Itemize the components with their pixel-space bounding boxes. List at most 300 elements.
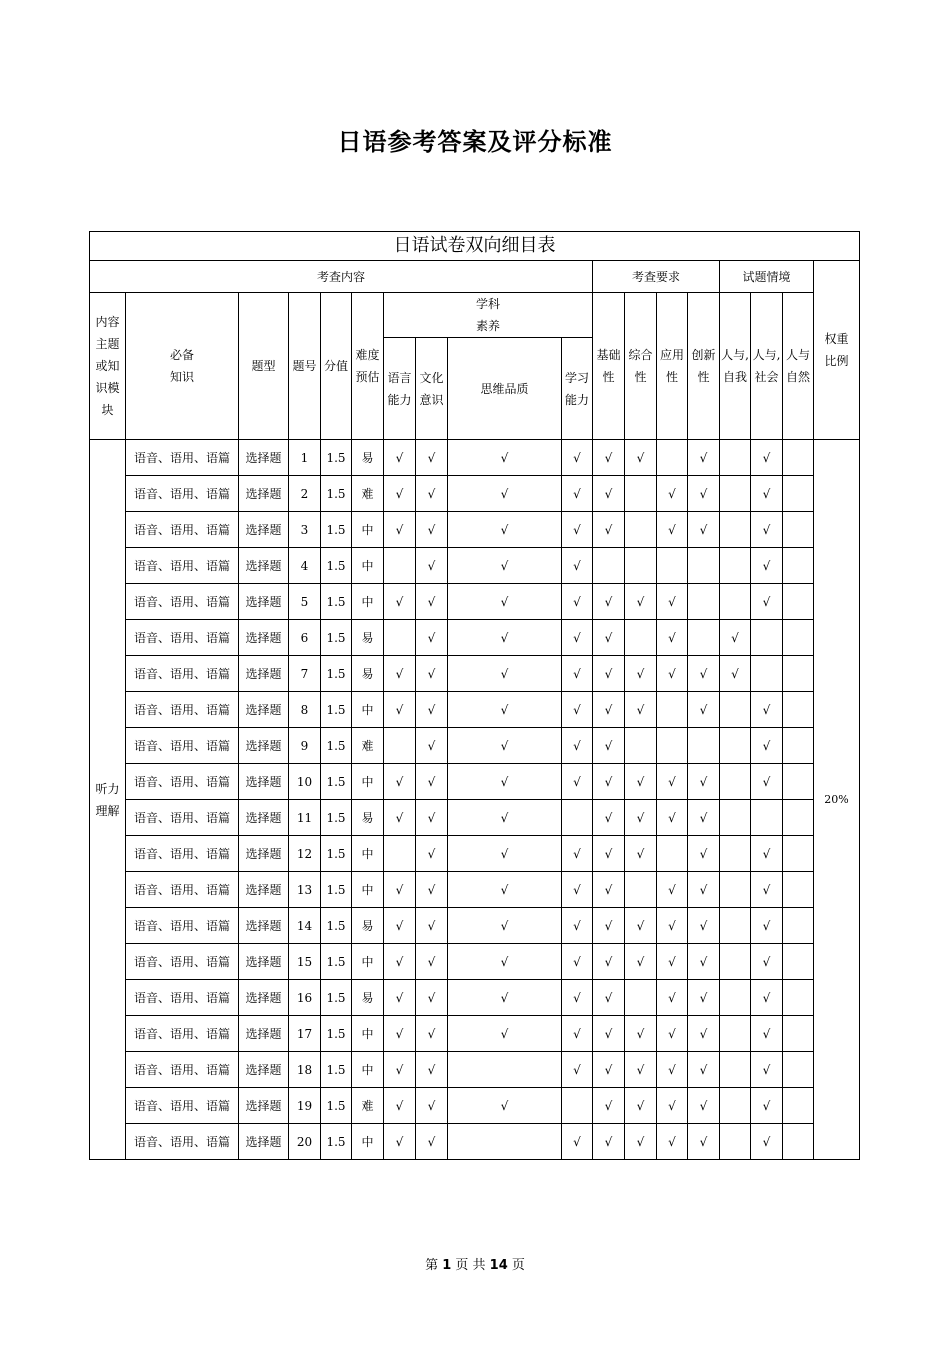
check-cell: √ xyxy=(657,800,688,836)
check-cell: √ xyxy=(657,584,688,620)
difficulty-cell: 中 xyxy=(352,872,384,908)
table-row xyxy=(90,800,860,836)
check-cell: √ xyxy=(562,1124,593,1160)
check-cell: √ xyxy=(593,764,625,800)
check-cell: √ xyxy=(593,1052,625,1088)
score-cell: 1.5 xyxy=(321,764,352,800)
check-cell: √ xyxy=(384,656,416,692)
check-cell xyxy=(593,548,625,584)
check-cell xyxy=(751,620,783,656)
check-cell xyxy=(720,1124,751,1160)
check-cell: √ xyxy=(416,584,448,620)
check-cell: √ xyxy=(657,1124,688,1160)
type-cell: 选择题 xyxy=(239,440,289,476)
check-cell: √ xyxy=(593,440,625,476)
check-cell: √ xyxy=(416,440,448,476)
check-cell xyxy=(783,908,814,944)
check-cell: √ xyxy=(416,692,448,728)
check-cell: √ xyxy=(448,872,562,908)
check-cell xyxy=(783,800,814,836)
check-cell: √ xyxy=(416,1088,448,1124)
check-cell: √ xyxy=(384,1088,416,1124)
check-cell: √ xyxy=(625,908,657,944)
check-cell: √ xyxy=(625,1124,657,1160)
score-cell: 1.5 xyxy=(321,1088,352,1124)
check-cell: √ xyxy=(562,512,593,548)
knowledge-cell: 语音、语用、语篇 xyxy=(126,1088,239,1124)
score-cell: 1.5 xyxy=(321,800,352,836)
difficulty-cell: 易 xyxy=(352,620,384,656)
check-cell xyxy=(625,728,657,764)
check-cell: √ xyxy=(688,1016,720,1052)
check-cell: √ xyxy=(688,656,720,692)
knowledge-header: 必备 知识 xyxy=(126,293,239,440)
type-cell: 选择题 xyxy=(239,548,289,584)
score-cell: 1.5 xyxy=(321,908,352,944)
check-cell xyxy=(751,656,783,692)
check-cell: √ xyxy=(593,1016,625,1052)
knowledge-cell: 语音、语用、语篇 xyxy=(126,512,239,548)
check-cell xyxy=(720,728,751,764)
check-cell: √ xyxy=(688,980,720,1016)
number-cell: 18 xyxy=(289,1052,321,1088)
number-cell: 1 xyxy=(289,440,321,476)
difficulty-cell: 中 xyxy=(352,512,384,548)
number-cell: 19 xyxy=(289,1088,321,1124)
check-cell: √ xyxy=(751,1052,783,1088)
check-cell: √ xyxy=(593,944,625,980)
table-row xyxy=(90,728,860,764)
check-cell: √ xyxy=(751,908,783,944)
difficulty-cell: 中 xyxy=(352,1052,384,1088)
check-cell: √ xyxy=(751,1124,783,1160)
difficulty-cell: 中 xyxy=(352,944,384,980)
difficulty-cell: 难 xyxy=(352,1088,384,1124)
knowledge-cell: 语音、语用、语篇 xyxy=(126,548,239,584)
page-footer: 第 1 页 共 14 页 xyxy=(425,1258,525,1273)
check-cell xyxy=(657,548,688,584)
check-cell: √ xyxy=(448,440,562,476)
knowledge-cell: 语音、语用、语篇 xyxy=(126,944,239,980)
check-cell: √ xyxy=(751,584,783,620)
difficulty-cell: 中 xyxy=(352,1016,384,1052)
check-cell: √ xyxy=(625,1088,657,1124)
check-cell: √ xyxy=(562,548,593,584)
type-cell: 选择题 xyxy=(239,1124,289,1160)
check-cell xyxy=(657,440,688,476)
check-cell: √ xyxy=(448,476,562,512)
check-cell: √ xyxy=(625,440,657,476)
knowledge-cell: 语音、语用、语篇 xyxy=(126,728,239,764)
check-cell: √ xyxy=(593,800,625,836)
check-cell xyxy=(783,872,814,908)
table-row xyxy=(90,620,860,656)
check-cell xyxy=(384,548,416,584)
difficulty-cell: 中 xyxy=(352,1124,384,1160)
check-cell: √ xyxy=(688,1124,720,1160)
check-cell xyxy=(448,1052,562,1088)
score-cell: 1.5 xyxy=(321,656,352,692)
knowledge-cell: 语音、语用、语篇 xyxy=(126,980,239,1016)
type-header: 题型 xyxy=(239,293,289,440)
table-row xyxy=(90,1052,860,1088)
check-cell: √ xyxy=(562,872,593,908)
check-cell xyxy=(751,800,783,836)
score-cell: 1.5 xyxy=(321,548,352,584)
check-cell: √ xyxy=(688,1052,720,1088)
type-cell: 选择题 xyxy=(239,1016,289,1052)
score-cell: 1.5 xyxy=(321,440,352,476)
check-cell: √ xyxy=(416,512,448,548)
check-cell: √ xyxy=(593,1124,625,1160)
number-cell: 9 xyxy=(289,728,321,764)
check-cell: √ xyxy=(751,872,783,908)
table-row xyxy=(90,476,860,512)
number-cell: 4 xyxy=(289,548,321,584)
check-cell: √ xyxy=(384,800,416,836)
check-cell xyxy=(720,692,751,728)
check-cell: √ xyxy=(751,1016,783,1052)
check-cell xyxy=(720,1052,751,1088)
check-cell: √ xyxy=(448,944,562,980)
basic-header: 基础 性 xyxy=(593,293,625,440)
innovative-header: 创新 性 xyxy=(688,293,720,440)
number-cell: 12 xyxy=(289,836,321,872)
check-cell: √ xyxy=(384,908,416,944)
type-cell: 选择题 xyxy=(239,872,289,908)
score-cell: 1.5 xyxy=(321,1124,352,1160)
check-cell: √ xyxy=(625,800,657,836)
module-header: 内容 主题 或知 识模 块 xyxy=(90,293,126,440)
check-cell: √ xyxy=(448,548,562,584)
score-cell: 1.5 xyxy=(321,1016,352,1052)
table-row xyxy=(90,1088,860,1124)
check-cell xyxy=(720,944,751,980)
type-cell: 选择题 xyxy=(239,728,289,764)
knowledge-cell: 语音、语用、语篇 xyxy=(126,692,239,728)
number-cell: 8 xyxy=(289,692,321,728)
table-row xyxy=(90,584,860,620)
check-cell xyxy=(384,836,416,872)
type-cell: 选择题 xyxy=(239,836,289,872)
check-cell: √ xyxy=(416,656,448,692)
score-header: 分值 xyxy=(321,293,352,440)
check-cell: √ xyxy=(625,764,657,800)
number-cell: 5 xyxy=(289,584,321,620)
thinking-header: 思维品质 xyxy=(448,338,562,440)
check-cell: √ xyxy=(384,1052,416,1088)
check-cell xyxy=(720,836,751,872)
self-header: 人与, 自我 xyxy=(720,293,751,440)
check-cell: √ xyxy=(593,980,625,1016)
type-cell: 选择题 xyxy=(239,512,289,548)
check-cell xyxy=(783,512,814,548)
table-row xyxy=(90,944,860,980)
number-cell: 7 xyxy=(289,656,321,692)
check-cell: √ xyxy=(688,944,720,980)
check-cell: √ xyxy=(416,620,448,656)
score-cell: 1.5 xyxy=(321,584,352,620)
check-cell: √ xyxy=(384,692,416,728)
check-cell: √ xyxy=(657,656,688,692)
difficulty-cell: 易 xyxy=(352,440,384,476)
check-cell: √ xyxy=(593,1088,625,1124)
check-cell: √ xyxy=(416,980,448,1016)
learning-header: 学习 能力 xyxy=(562,338,593,440)
check-cell: √ xyxy=(562,728,593,764)
check-cell: √ xyxy=(562,944,593,980)
difficulty-cell: 易 xyxy=(352,656,384,692)
check-cell: √ xyxy=(448,620,562,656)
check-cell xyxy=(720,800,751,836)
knowledge-cell: 语音、语用、语篇 xyxy=(126,764,239,800)
type-cell: 选择题 xyxy=(239,800,289,836)
check-cell: √ xyxy=(688,512,720,548)
number-cell: 6 xyxy=(289,620,321,656)
check-cell xyxy=(384,620,416,656)
knowledge-cell: 语音、语用、语篇 xyxy=(126,476,239,512)
check-cell: √ xyxy=(384,440,416,476)
knowledge-cell: 语音、语用、语篇 xyxy=(126,908,239,944)
knowledge-cell: 语音、语用、语篇 xyxy=(126,656,239,692)
check-cell: √ xyxy=(751,728,783,764)
check-cell: √ xyxy=(562,908,593,944)
check-cell: √ xyxy=(562,980,593,1016)
check-cell xyxy=(783,944,814,980)
table-row xyxy=(90,764,860,800)
number-cell: 17 xyxy=(289,1016,321,1052)
check-cell: √ xyxy=(416,476,448,512)
check-cell: √ xyxy=(562,584,593,620)
check-cell: √ xyxy=(562,692,593,728)
table-row xyxy=(90,1016,860,1052)
check-cell xyxy=(562,1088,593,1124)
check-cell xyxy=(783,476,814,512)
knowledge-cell: 语音、语用、语篇 xyxy=(126,440,239,476)
check-cell: √ xyxy=(751,1088,783,1124)
type-cell: 选择题 xyxy=(239,1052,289,1088)
table-row xyxy=(90,440,860,476)
check-cell: √ xyxy=(657,1088,688,1124)
table-row xyxy=(90,1124,860,1160)
number-cell: 3 xyxy=(289,512,321,548)
check-cell: √ xyxy=(593,656,625,692)
check-cell xyxy=(625,980,657,1016)
check-cell: √ xyxy=(448,764,562,800)
check-cell xyxy=(720,1088,751,1124)
type-cell: 选择题 xyxy=(239,908,289,944)
check-cell: √ xyxy=(416,728,448,764)
check-cell xyxy=(783,728,814,764)
section-label: 听力 理解 xyxy=(95,781,120,818)
difficulty-cell: 中 xyxy=(352,692,384,728)
check-cell: √ xyxy=(448,1016,562,1052)
literacy-header: 学科 素养 xyxy=(384,293,593,338)
number-cell: 11 xyxy=(289,800,321,836)
check-cell xyxy=(657,692,688,728)
difficulty-cell: 易 xyxy=(352,800,384,836)
check-cell: √ xyxy=(688,800,720,836)
check-cell: √ xyxy=(688,836,720,872)
check-cell: √ xyxy=(593,584,625,620)
check-cell: √ xyxy=(720,656,751,692)
check-cell: √ xyxy=(657,908,688,944)
check-cell: √ xyxy=(562,656,593,692)
check-cell: √ xyxy=(657,944,688,980)
number-cell: 14 xyxy=(289,908,321,944)
check-cell: √ xyxy=(625,584,657,620)
check-cell: √ xyxy=(384,1124,416,1160)
check-cell: √ xyxy=(751,764,783,800)
difficulty-cell: 中 xyxy=(352,548,384,584)
check-cell: √ xyxy=(416,1016,448,1052)
page-title: 日语参考答案及评分标准 xyxy=(337,128,613,156)
check-cell xyxy=(783,1016,814,1052)
check-cell xyxy=(783,692,814,728)
culture-header: 文化 意识 xyxy=(416,338,448,440)
check-cell: √ xyxy=(416,764,448,800)
check-cell xyxy=(720,512,751,548)
check-cell xyxy=(625,872,657,908)
group-content-header: 考查内容 xyxy=(90,261,593,293)
check-cell xyxy=(657,836,688,872)
society-header: 人与, 社会 xyxy=(751,293,783,440)
score-cell: 1.5 xyxy=(321,512,352,548)
check-cell: √ xyxy=(688,872,720,908)
score-cell: 1.5 xyxy=(321,1052,352,1088)
check-cell: √ xyxy=(657,872,688,908)
type-cell: 选择题 xyxy=(239,620,289,656)
check-cell: √ xyxy=(448,512,562,548)
knowledge-cell: 语音、语用、语篇 xyxy=(126,800,239,836)
check-cell: √ xyxy=(657,476,688,512)
check-cell xyxy=(625,476,657,512)
check-cell: √ xyxy=(688,908,720,944)
check-cell: √ xyxy=(384,980,416,1016)
check-cell xyxy=(783,836,814,872)
check-cell xyxy=(783,1052,814,1088)
check-cell xyxy=(625,512,657,548)
check-cell xyxy=(720,872,751,908)
check-cell: √ xyxy=(416,1124,448,1160)
check-cell: √ xyxy=(384,944,416,980)
number-header: 题号 xyxy=(289,293,321,440)
check-cell: √ xyxy=(384,872,416,908)
knowledge-cell: 语音、语用、语篇 xyxy=(126,872,239,908)
check-cell: √ xyxy=(562,1016,593,1052)
check-cell xyxy=(720,548,751,584)
check-cell: √ xyxy=(384,764,416,800)
check-cell xyxy=(720,980,751,1016)
check-cell: √ xyxy=(416,908,448,944)
knowledge-cell: 语音、语用、语篇 xyxy=(126,1052,239,1088)
check-cell: √ xyxy=(593,476,625,512)
check-cell: √ xyxy=(657,620,688,656)
check-cell: √ xyxy=(751,980,783,1016)
check-cell xyxy=(688,548,720,584)
check-cell: √ xyxy=(384,1016,416,1052)
difficulty-cell: 易 xyxy=(352,980,384,1016)
check-cell xyxy=(783,656,814,692)
check-cell: √ xyxy=(562,764,593,800)
number-cell: 13 xyxy=(289,872,321,908)
knowledge-cell: 语音、语用、语篇 xyxy=(126,1124,239,1160)
applied-header: 应用 性 xyxy=(657,293,688,440)
check-cell: √ xyxy=(593,692,625,728)
check-cell: √ xyxy=(384,476,416,512)
check-cell: √ xyxy=(751,692,783,728)
group-situation-header: 试题情境 xyxy=(720,261,814,293)
check-cell: √ xyxy=(416,836,448,872)
check-cell: √ xyxy=(625,692,657,728)
check-cell: √ xyxy=(657,1052,688,1088)
check-cell: √ xyxy=(448,800,562,836)
check-cell: √ xyxy=(688,764,720,800)
type-cell: 选择题 xyxy=(239,584,289,620)
lang-header: 语言 能力 xyxy=(384,338,416,440)
check-cell: √ xyxy=(416,800,448,836)
score-cell: 1.5 xyxy=(321,476,352,512)
check-cell: √ xyxy=(751,548,783,584)
number-cell: 10 xyxy=(289,764,321,800)
check-cell: √ xyxy=(562,620,593,656)
check-cell xyxy=(720,476,751,512)
type-cell: 选择题 xyxy=(239,656,289,692)
check-cell: √ xyxy=(416,548,448,584)
check-cell: √ xyxy=(448,692,562,728)
check-cell: √ xyxy=(593,512,625,548)
table-row xyxy=(90,512,860,548)
group-requirements-header: 考查要求 xyxy=(593,261,720,293)
check-cell: √ xyxy=(593,620,625,656)
check-cell xyxy=(783,764,814,800)
check-cell: √ xyxy=(593,908,625,944)
check-cell xyxy=(720,764,751,800)
difficulty-cell: 中 xyxy=(352,836,384,872)
check-cell: √ xyxy=(720,620,751,656)
table-row xyxy=(90,692,860,728)
check-cell: √ xyxy=(562,476,593,512)
knowledge-cell: 语音、语用、语篇 xyxy=(126,1016,239,1052)
check-cell xyxy=(720,908,751,944)
table-caption: 日语试卷双向细目表 xyxy=(90,232,860,261)
type-cell: 选择题 xyxy=(239,692,289,728)
comprehensive-header: 综合 性 xyxy=(625,293,657,440)
check-cell: √ xyxy=(448,584,562,620)
check-cell xyxy=(720,584,751,620)
difficulty-cell: 中 xyxy=(352,764,384,800)
type-cell: 选择题 xyxy=(239,944,289,980)
check-cell: √ xyxy=(416,1052,448,1088)
number-cell: 15 xyxy=(289,944,321,980)
table-row xyxy=(90,656,860,692)
check-cell: √ xyxy=(625,1052,657,1088)
check-cell xyxy=(384,728,416,764)
check-cell xyxy=(688,584,720,620)
check-cell xyxy=(783,440,814,476)
number-cell: 2 xyxy=(289,476,321,512)
check-cell: √ xyxy=(625,944,657,980)
check-cell xyxy=(625,548,657,584)
check-cell: √ xyxy=(416,944,448,980)
check-cell: √ xyxy=(384,512,416,548)
table-row xyxy=(90,980,860,1016)
difficulty-header: 难度 预估 xyxy=(352,293,384,440)
check-cell: √ xyxy=(751,476,783,512)
table-row xyxy=(90,908,860,944)
check-cell xyxy=(720,1016,751,1052)
check-cell xyxy=(783,620,814,656)
